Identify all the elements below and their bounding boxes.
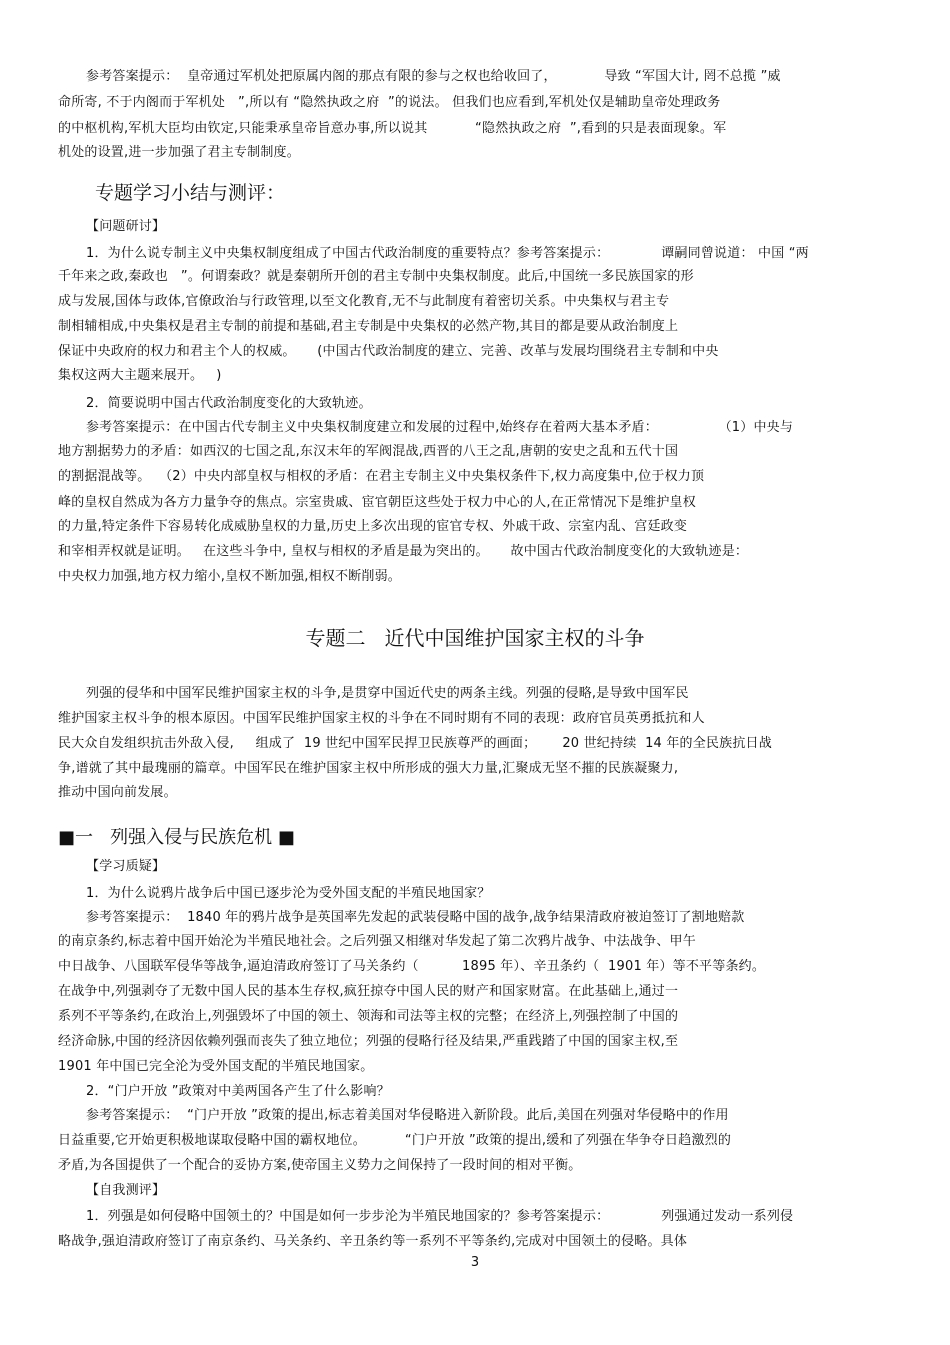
q1-line: 集权这两大主题来展开。 ) [58,368,222,383]
summary-heading: 专题学习小结与测评： [95,182,286,204]
q2-answer-line: 的力量,特定条件下容易转化成威胁皇权的力量,历史上多次出现的宦官专权、外戚干政、宗室内乱、宫廷政变 [58,519,688,534]
section-title: ■一 列强入侵与民族危机 ■ [58,827,295,848]
q2-answer-line: 的割据混战等。 （2）中央内部皇权与相权的矛盾：在君主专制主义中央集权条件下,权力高度集中,位于权力顶 [58,469,705,484]
sq1-answer-line: 中日战争、八国联军侵华等战争,逼迫清政府签订了马关条约（ 1895 年）、辛丑条约（ 1901 年）等不平等条约。 [58,959,766,974]
intro-line: 维护国家主权斗争的根本原因。中国军民维护国家主权的斗争在不同时期有不同的表现：政府官员英勇抵抗和人 [58,711,705,726]
intro-line: 争,谱就了其中最瑰丽的篇章。中国军民在维护国家主权中所形成的强大力量,汇聚成无坚不摧的民族凝聚力, [58,761,679,776]
sq1-answer-line: 在战争中,列强剥夺了无数中国人民的基本生存权,疯狂掠夺中国人民的财产和国家财富。在此基础上,通过一 [58,984,679,999]
top-paragraph-line: 参考答案提示： 皇帝通过军机处把原属内阁的那点有限的参与之权也给收回了， 导致 “军国大计, 罔不总揽 ”威 [86,69,781,84]
top-paragraph-line: 的中枢机构,军机大臣均由钦定,只能秉承皇帝旨意办事,所以说其 “隐然执政之府 ”,看到的只是表面现象。军 [58,121,727,136]
sq2-title: 2．“门户开放 ”政策对中美两国各产生了什么影响？ [86,1084,390,1099]
q2-answer-line: 峰的皇权自然成为各方力量争夺的焦点。宗室贵戚、宦官朝臣这些处于权力中心的人,在正常情况下是维护皇权 [58,495,696,510]
intro-line: 列强的侵华和中国军民维护国家主权的斗争,是贯穿中国近代史的两条主线。列强的侵略,是导致中国军民 [86,686,689,701]
intro-line: 推动中国向前发展。 [58,785,177,800]
sq2-answer-line: 日益重要,它开始更积极地谋取侵略中国的霸权地位。 “门户开放 ”政策的提出,缓和了列强在华争夺日趋激烈的 [58,1133,732,1148]
topic-title: 专题二 近代中国维护国家主权的斗争 [305,626,645,650]
q1-line: 成与发展,国体与政体,官僚政治与行政管理,以至文化教育,无不与此制度有着密切关系。中央集权与君主专 [58,294,670,309]
cq1-line: 略战争,强迫清政府签订了南京条约、马关条约、辛丑条约等一系列不平等条约,完成对中国领土的侵略。具体 [58,1234,688,1249]
q2-title: 2．简要说明中国古代政治制度变化的大致轨迹。 [86,396,372,411]
q1-line: 1．为什么说专制主义中央集权制度组成了中国古代政治制度的重要特点？参考答案提示： 谭嗣同曾说道： 中国 “两 [86,246,809,261]
intro-line: 民大众自发组织抗击外敌入侵, 组成了 19 世纪中国军民捍卫民族尊严的画面； 20 世纪持续 14 年的全民族抗日战 [58,736,772,751]
page-number: 3 [470,1255,480,1270]
sq1-title: 1．为什么说鸦片战争后中国已逐步沦为受外国支配的半殖民地国家？ [86,886,491,901]
sq1-answer-line: 的南京条约,标志着中国开始沦为半殖民地社会。之后列强又相继对华发起了第二次鸦片战争、中法战争、甲午 [58,934,696,949]
q2-answer-line: 参考答案提示：在中国古代专制主义中央集权制度建立和发展的过程中,始终存在着两大基本矛盾： （1）中央与 [86,420,794,435]
label-study-questions: 【学习质疑】 [86,859,166,874]
q2-answer-line: 地方割据势力的矛盾：如西汉的七国之乱,东汉末年的军阀混战,西晋的八王之乱,唐朝的安史之乱和五代十国 [58,444,679,459]
q1-line: 制相辅相成,中央集权是君主专制的前提和基础,君主专制是中央集权的必然产物,其目的都是要从政治制度上 [58,319,679,334]
q1-line: 千年来之政,秦政也 ”。何谓秦政？就是秦朝所开创的君主专制中央集权制度。此后,中国统一多民族国家的形 [58,269,694,284]
sq2-answer-line: 矛盾,为各国提供了一个配合的妥协方案,使帝国主义势力之间保持了一段时间的相对平衡。 [58,1158,582,1173]
cq1-line: 1．列强是如何侵略中国领土的？中国是如何一步步沦为半殖民地国家的？参考答案提示： 列强通过发动一系列侵 [86,1209,794,1224]
top-paragraph-line: 命所寄, 不于内阁而于军机处 ”,所以有 “隐然执政之府 ”的说法。 但我们也应看到,军机处仅是辅助皇帝处理政务 [58,95,721,110]
q2-answer-line: 中央权力加强,地方权力缩小,皇权不断加强,相权不断削弱。 [58,569,401,584]
q1-line: 保证中央政府的权力和君主个人的权威。 (中国古代政治制度的建立、完善、改革与发展均围绕君主专制和中央 [58,344,719,359]
sq1-answer-line: 系列不平等条约,在政治上,列强毁坏了中国的领土、领海和司法等主权的完整；在经济上,列强控制了中国的 [58,1009,679,1024]
label-self-assessment: 【自我测评】 [86,1183,166,1198]
sq1-answer-line: 经济命脉,中国的经济因依赖列强而丧失了独立地位；列强的侵略行径及结果,严重践踏了中国的国家主权,至 [58,1034,679,1049]
sq2-answer-line: 参考答案提示： “门户开放 ”政策的提出,标志着美国对华侵略进入新阶段。此后,美国在列强对华侵略中的作用 [86,1108,729,1123]
top-paragraph-line: 机处的设置,进一步加强了君主专制制度。 [58,145,300,160]
q2-answer-line: 和宰相弄权就是证明。 在这些斗争中, 皇权与相权的矛盾是最为突出的。 故中国古代政治制度变化的大致轨迹是： [58,544,749,559]
label-problem-discussion: 【问题研讨】 [86,219,166,234]
sq1-answer-line: 参考答案提示： 1840 年的鸦片战争是英国率先发起的武装侵略中国的战争,战争结果清政府被迫签订了割地赔款 [86,910,745,925]
sq1-answer-line: 1901 年中国已完全沦为受外国支配的半殖民地国家。 [58,1059,374,1074]
